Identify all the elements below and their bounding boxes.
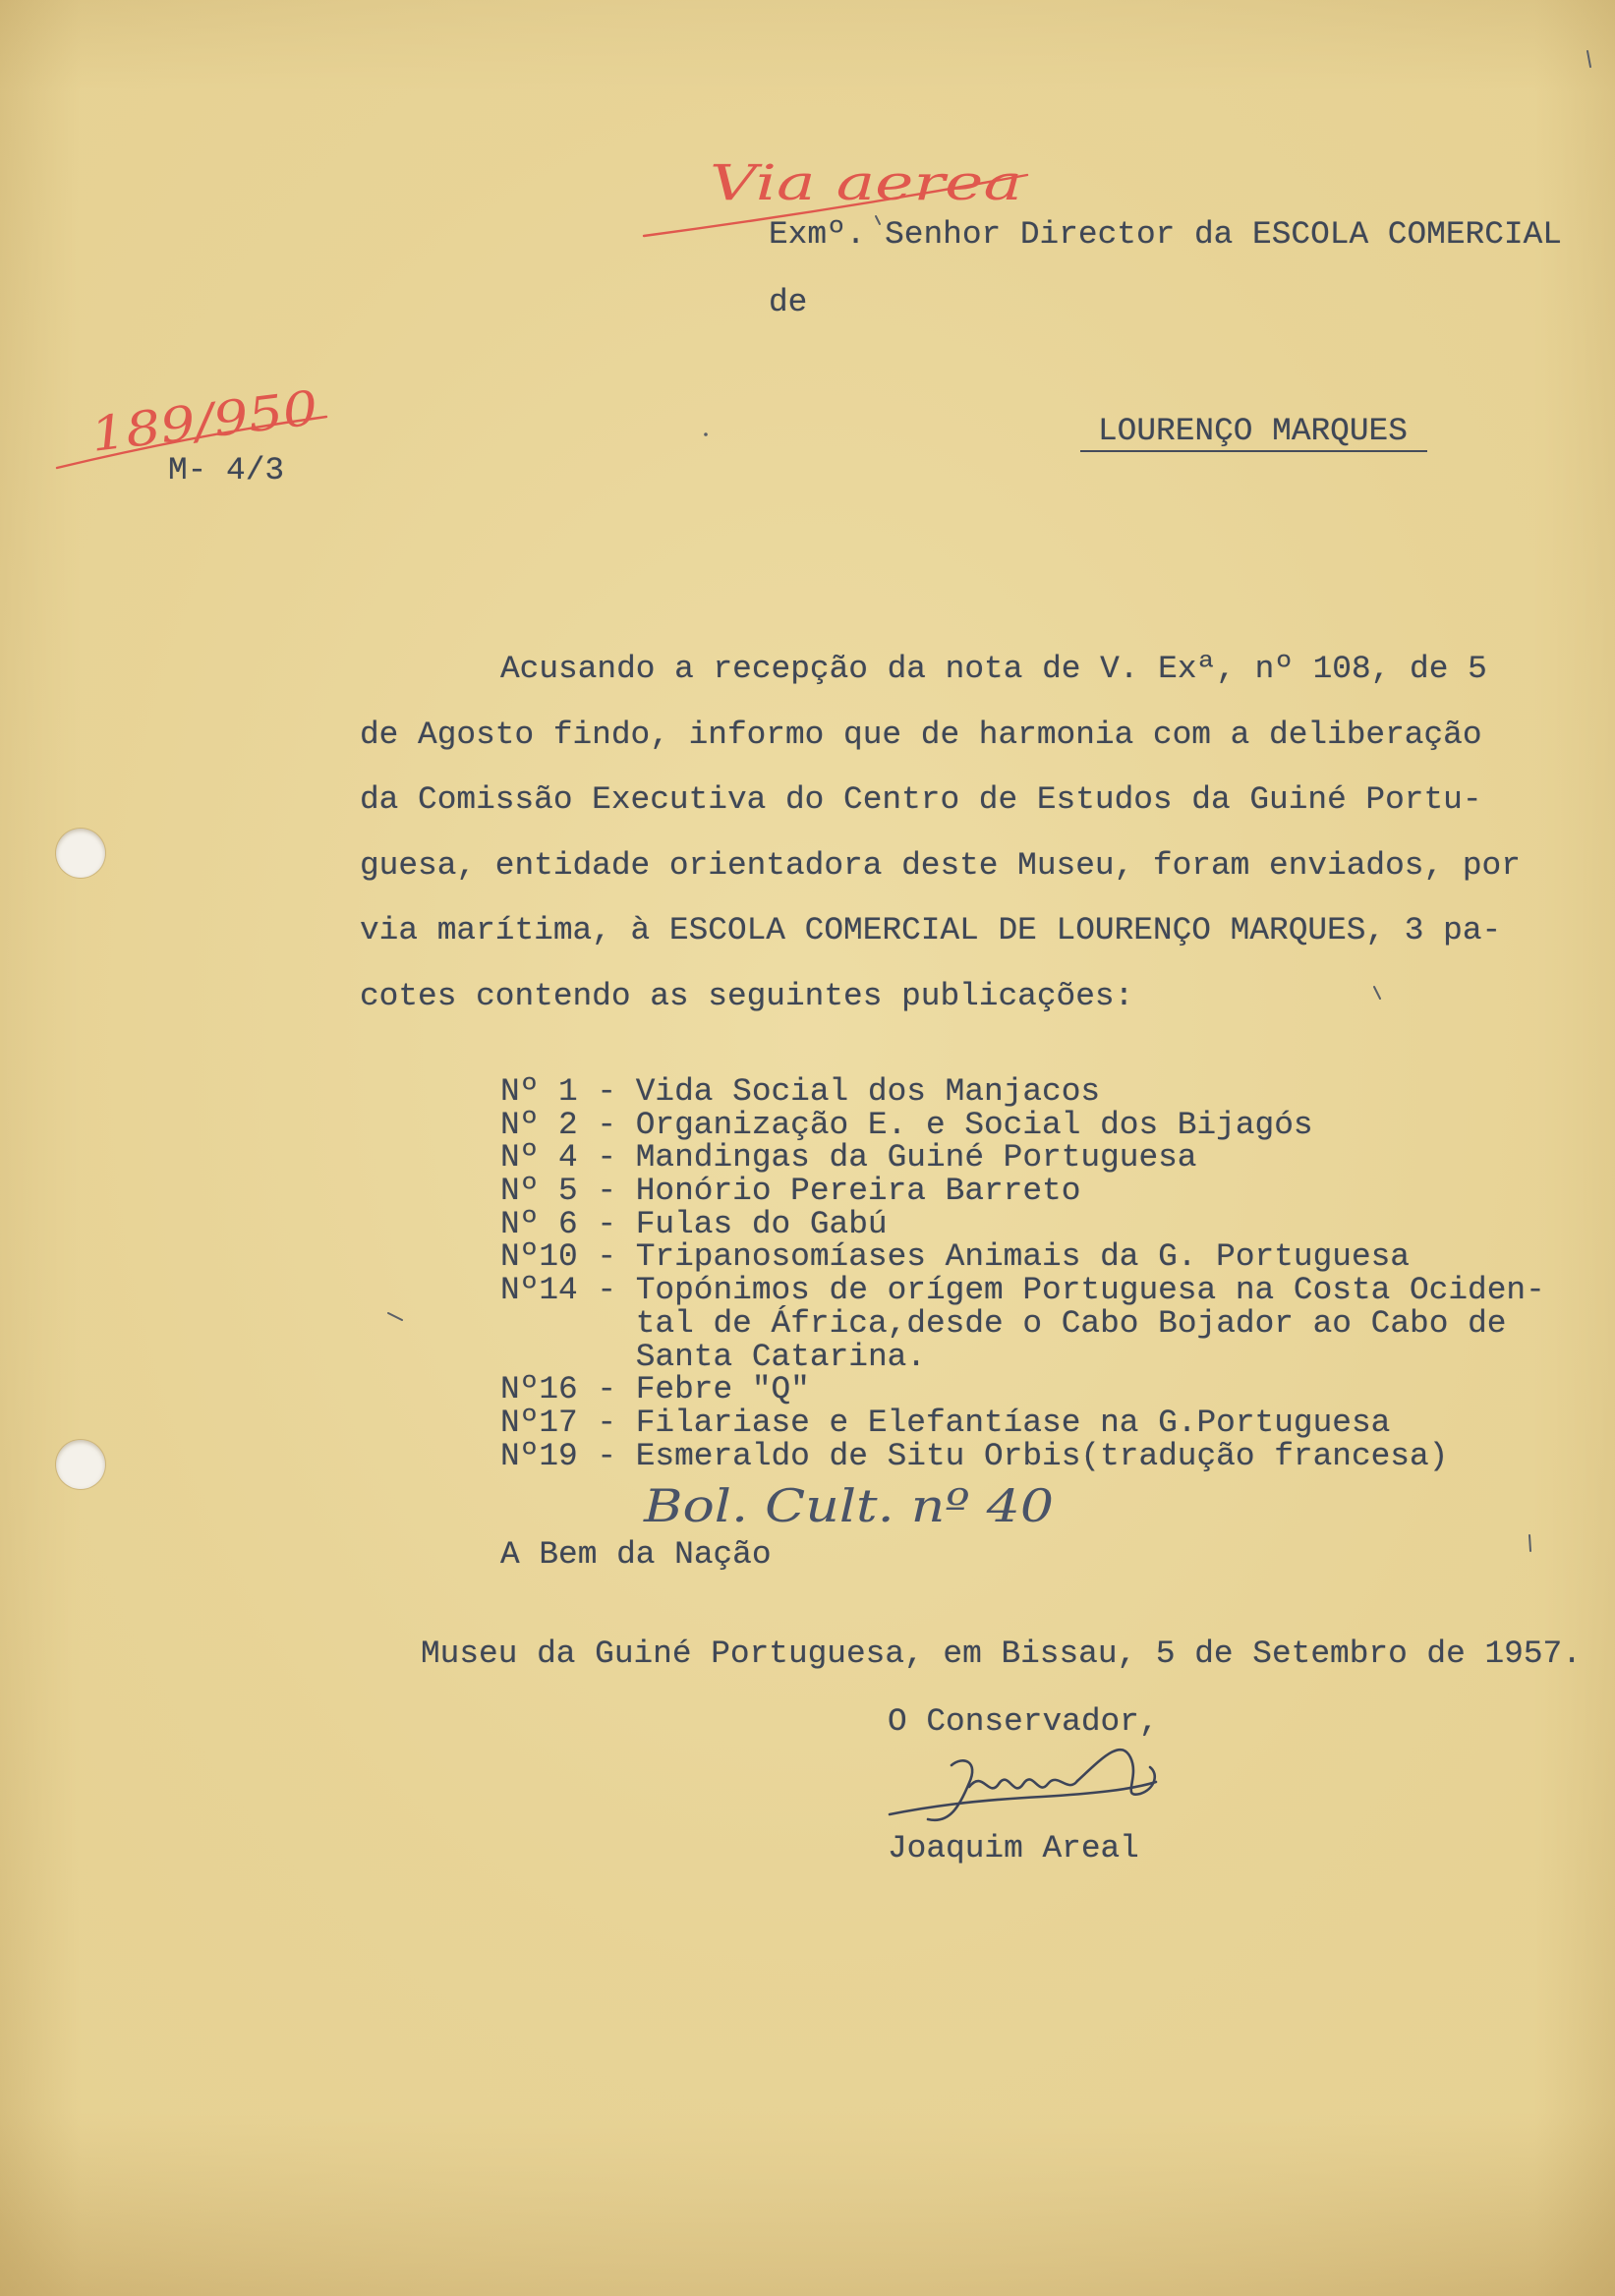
punch-hole-bottom	[56, 1440, 105, 1489]
reference-number-annotation: 189/950	[87, 384, 290, 463]
publication-title: Febre "Q"	[635, 1371, 810, 1408]
body-line: de Agosto findo, informo que de harmonia com a deliberação	[360, 716, 1482, 753]
publication-separator: -	[597, 1272, 617, 1309]
publication-separator: -	[597, 1205, 617, 1242]
publication-title-continuation: Santa Catarina.	[635, 1338, 926, 1375]
signatory-name: Joaquim Areal	[888, 1830, 1139, 1866]
publication-separator: -	[597, 1173, 617, 1210]
publication-item	[500, 1240, 1582, 1274]
publication-item	[500, 1075, 1582, 1109]
letter-body	[360, 637, 1579, 1030]
publication-number: Nº10	[500, 1238, 578, 1276]
punch-hole-top	[56, 829, 105, 878]
publication-separator: -	[597, 1404, 617, 1441]
publications-list	[500, 1075, 1582, 1472]
publication-number: Nº 2	[500, 1106, 578, 1143]
publication-number: Nº17	[500, 1404, 578, 1441]
bulletin-handwritten-note: Bol. Cult. nº 40	[642, 1479, 1054, 1532]
publication-number: Nº 6	[500, 1205, 578, 1242]
city-underline	[1080, 450, 1427, 452]
publication-item	[500, 1175, 1582, 1208]
file-code: M- 4/3	[168, 452, 285, 488]
publication-item	[500, 1437, 1582, 1474]
publication-number: Nº 4	[500, 1139, 578, 1177]
publication-title: Topónimos de orígem Portuguesa na Costa Ociden-	[635, 1272, 1545, 1309]
body-line: guesa, entidade orientadora deste Museu, foram enviados, por	[360, 846, 1521, 884]
recipient-city: LOURENÇO MARQUES	[1098, 413, 1408, 449]
publication-number: Nº 5	[500, 1173, 578, 1210]
publication-number: Nº 1	[500, 1073, 578, 1110]
body-line: Acusando a recepção da nota de V. Exª, nº 108, de 5	[500, 651, 1487, 687]
body-line: da Comissão Executiva do Centro de Estudos da Guiné Portu-	[360, 781, 1482, 819]
publication-item	[500, 1205, 1582, 1242]
publication-separator: -	[597, 1238, 617, 1276]
publication-title: Filariase e Elefantíase na G.Portuguesa	[635, 1404, 1391, 1441]
publication-item	[500, 1141, 1582, 1175]
publication-item	[500, 1373, 1582, 1406]
via-aerea-annotation: Via aerea	[710, 154, 1022, 211]
publication-number: Nº16	[500, 1371, 578, 1408]
body-line: via marítima, à ESCOLA COMERCIAL DE LOURENÇO MARQUES, 3 pa-	[360, 912, 1502, 949]
publication-separator: -	[597, 1139, 617, 1177]
publication-separator: -	[597, 1073, 617, 1110]
publication-title-continuation: tal de África,desde o Cabo Bojador ao Cabo de	[635, 1304, 1507, 1342]
publication-title: Esmeraldo de Situ Orbis(tradução francesa)	[635, 1437, 1449, 1474]
publication-number: Nº19	[500, 1437, 578, 1474]
publication-separator: -	[597, 1106, 617, 1143]
signatory-title: O Conservador,	[888, 1703, 1159, 1740]
publication-item	[500, 1106, 1582, 1143]
publication-title: Organização E. e Social dos Bijagós	[635, 1106, 1313, 1143]
publication-number: Nº14	[500, 1272, 578, 1309]
place-and-date: Museu da Guiné Portuguesa, em Bissau, 5 de Setembro de 1957.	[421, 1636, 1582, 1672]
publication-title: Mandingas da Guiné Portuguesa	[635, 1139, 1197, 1177]
publication-item	[500, 1406, 1582, 1440]
salutation-preposition: de	[769, 284, 808, 320]
publication-title: Vida Social dos Manjacos	[635, 1073, 1101, 1110]
publication-title: Fulas do Gabú	[635, 1205, 888, 1242]
signature	[890, 1750, 1156, 1820]
body-line: cotes contendo as seguintes publicações:	[360, 977, 1134, 1014]
closing-formula: A Bem da Nação	[500, 1536, 772, 1573]
publication-separator: -	[597, 1371, 617, 1408]
publication-title: Tripanosomíases Animais da G. Portuguesa	[635, 1238, 1410, 1276]
publication-item	[500, 1274, 1582, 1307]
publication-separator: -	[597, 1437, 617, 1474]
publication-title: Honório Pereira Barreto	[635, 1173, 1081, 1210]
salutation-line: Exmº. Senhor Director da ESCOLA COMERCIAL	[769, 216, 1562, 253]
